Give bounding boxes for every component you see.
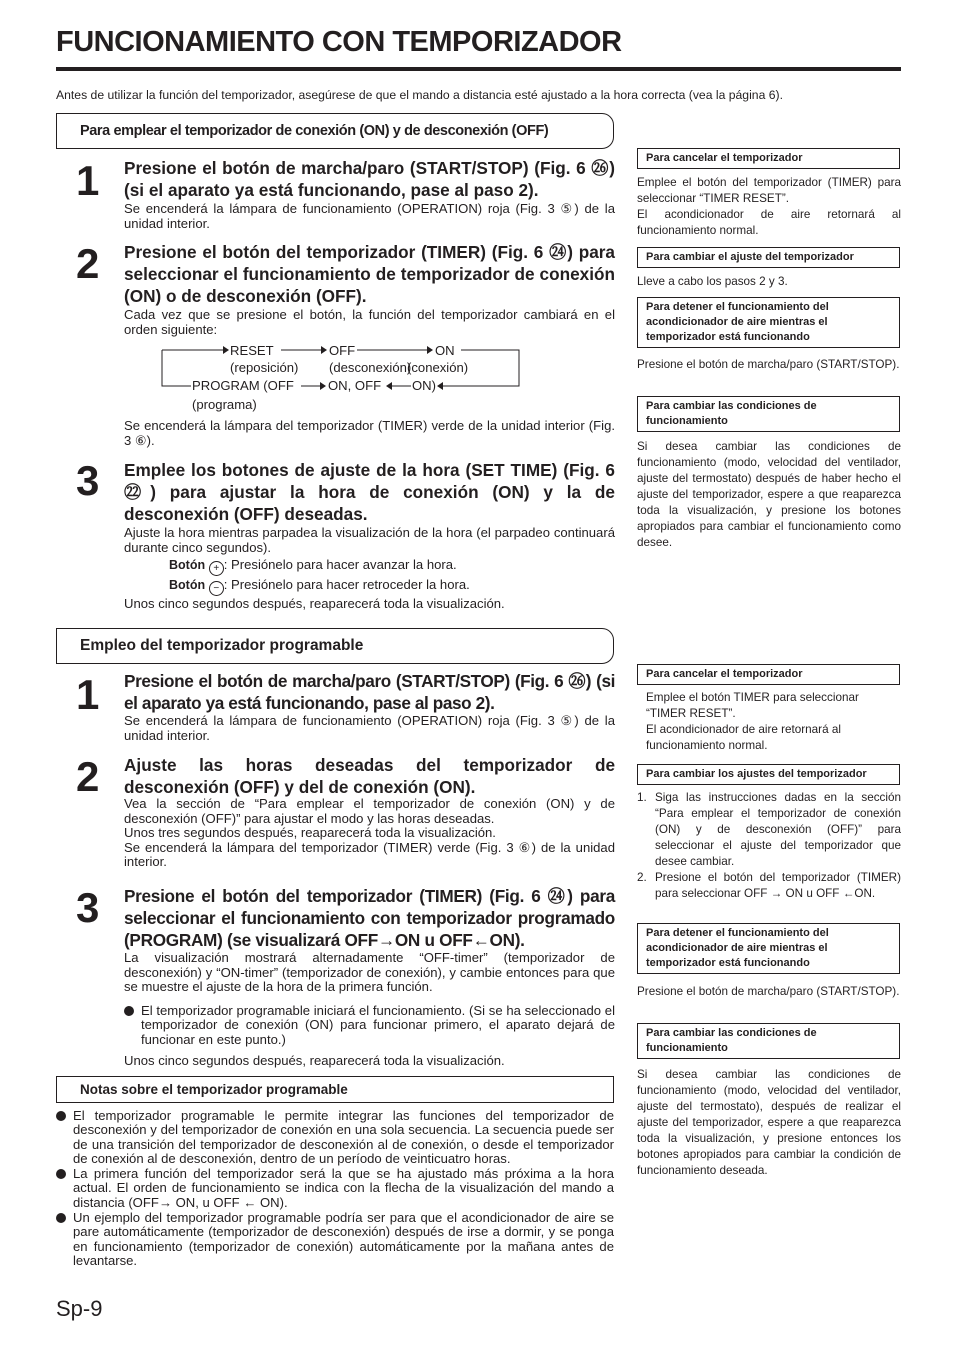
list-item xyxy=(56,1109,614,1166)
step-title: Presione el botón de marcha/paro (START/STOP) (Fig. 6 ㉖) (si el aparato ya está funcionando, pase al paso 2). xyxy=(124,671,615,713)
cycle-program-sub: (programa) xyxy=(192,397,257,412)
sidebar-label: Para detener el funcionamiento del acondicionador de aire mientras el temporizador está funcionando xyxy=(637,923,900,974)
cycle-reset-sub: (reposición) xyxy=(230,360,299,375)
plus-icon: + xyxy=(209,561,224,576)
step-bullet xyxy=(124,1004,615,1047)
cycle-on-sub: (conexión) xyxy=(407,360,469,375)
list-item: 2. Presione el botón del temporizador (TIMER) para seleccionar OFF → ON u OFF ←ON. xyxy=(637,871,901,900)
cycle-program: PROGRAM (OFF xyxy=(192,378,294,393)
cycle-program-mid: ON, OFF xyxy=(328,378,382,393)
step-title: Presione el botón del temporizador (TIMER) (Fig. 6 ㉔) para seleccionar el funcionamiento con temporizador programado (PROGRAM) (se visualizará OFF→ON u OFF←ON). xyxy=(124,886,615,950)
button-down-label: Botón xyxy=(169,578,206,592)
list-item xyxy=(56,1167,614,1210)
step-body: Se encenderá la lámpara del temporizador (TIMER) verde de la unidad interior (Fig. 3 ⑥). xyxy=(124,418,615,448)
sidebar-text: Presione el botón de marcha/paro (START/STOP). xyxy=(637,985,900,998)
step-body: Ajuste la hora mientras parpadea la visualización de la hora (el parpadeo continuará durante cinco segundos). xyxy=(124,525,615,555)
notes-header: Notas sobre el temporizador programable xyxy=(56,1076,614,1103)
cycle-off-sub: (desconexión) xyxy=(329,360,412,375)
note-text: El temporizador programable le permite integrar las funciones del temporizador de desconexión y del temporizador de conexión en una sola secuencia. La secuencia puede ser de una transición del temporizador de desconexión al de conexión, o desde el temporizador de conexión al de desconexión, dentro de un período de veinticuatro horas. xyxy=(73,1108,614,1166)
step-number: 2 xyxy=(76,240,100,287)
button-up-row xyxy=(169,558,609,576)
cycle-off: OFF xyxy=(329,343,356,358)
note-text: La primera función del temporizador será la que se ha ajustado más próxima a la hora actual. El orden de funcionamiento se indica con la flecha de la visualización del mando a distancia (OFF→ ON, u OFF ← ON). xyxy=(73,1166,614,1210)
button-up-text: : Presiónelo para hacer avanzar la hora. xyxy=(223,557,457,572)
sidebar-label: Para cambiar los ajustes del temporizador xyxy=(637,764,900,785)
page-number: Sp-9 xyxy=(56,1296,103,1321)
step-body: La visualización mostrará alternadamente “OFF-timer” (temporizador de desconexión) y “ON-timer” (temporizador de conexión), y cambie entonces para que se muestre el ajuste de la hora de la primera función. xyxy=(124,950,615,994)
sidebar-text: Presione el botón de marcha/paro (START/STOP). xyxy=(637,358,900,371)
section-header-on-off: Para emplear el temporizador de conexión (ON) y de desconexión (OFF) xyxy=(56,113,614,149)
button-down-row xyxy=(169,578,609,596)
step-number: 3 xyxy=(76,457,100,504)
sidebar-label: Para cambiar el ajuste del temporizador xyxy=(637,247,900,268)
step-title: Ajuste las horas deseadas del temporizador de desconexión (OFF) y del de conexión (ON). xyxy=(124,755,615,797)
notes-list xyxy=(56,1109,614,1268)
step-title: Presione el botón de marcha/paro (START/STOP) (Fig. 6 ㉖) (si el aparato ya está funcionando, pase al paso 2). xyxy=(124,158,615,200)
cycle-reset: RESET xyxy=(230,343,274,358)
list-item-text: Presione el botón del temporizador (TIMER) para seleccionar OFF → ON u OFF ←ON. xyxy=(655,871,901,900)
step-title: Emplee los botones de ajuste de la hora (SET TIME) (Fig. 6 ㉒) para ajustar la hora de conexión (ON) y la de desconexión (OFF) deseadas. xyxy=(124,460,615,524)
page-title: FUNCIONAMIENTO CON TEMPORIZADOR xyxy=(56,26,622,58)
sidebar-label: Para detener el funcionamiento del acondicionador de aire mientras el temporizador está funcionando xyxy=(637,297,900,348)
sidebar-text: Si desea cambiar las condiciones de funcionamiento (modo, velocidad del ventilador, ajuste del termostato), después de realizar el ajuste del temporizador, espere a que reaparezca toda la visualización, y presione entonces los botones apropiados para cambiar la condición de funcionamiento deseada. xyxy=(637,1068,901,1177)
note-text: Un ejemplo del temporizador programable podría ser para que el acondicionador de aire se pare automáticamente (temporizador de desconexión) después de irse a dormir, y se ponga en funcionamiento (temporizador de conexión) automáticamente por la mañana antes de levantarse. xyxy=(73,1210,614,1268)
list-item: 1. Siga las instrucciones dadas en la sección “Para emplear el temporizador de conexión (ON) y de desconexión (OFF)” para seleccionar el ajuste del temporizador que desee cambiar. xyxy=(637,791,901,868)
sidebar-list xyxy=(637,790,901,902)
bullet-dot xyxy=(56,1213,66,1223)
step-body: Unos cinco segundos después, reaparecerá toda la visualización. xyxy=(124,596,505,611)
bullet-dot xyxy=(124,1006,134,1016)
section-header-program: Empleo del temporizador programable xyxy=(56,628,614,664)
sidebar-label: Para cancelar el temporizador xyxy=(637,664,900,685)
button-down-text: : Presiónelo para hacer retroceder la hora. xyxy=(223,577,470,592)
step-body: Se encenderá la lámpara de funcionamiento (OPERATION) roja (Fig. 3 ⑤) de la unidad interior. xyxy=(124,713,615,743)
arrow-right-icon xyxy=(301,381,327,391)
bullet-dot xyxy=(56,1169,66,1179)
step-number: 1 xyxy=(76,671,100,718)
timer-cycle-diagram xyxy=(161,342,521,402)
cycle-program-end: ON) xyxy=(412,378,437,393)
list-item xyxy=(56,1211,614,1268)
step-body: Cada vez que se presione el botón, la función del temporizador cambiará en el orden siguiente: xyxy=(124,307,615,337)
sidebar-text: Si desea cambiar las condiciones de funcionamiento (modo, velocidad del ventilador, ajuste del termostato) después de haber hecho el ajuste del temporizador, espere a que reaparezca toda la visualización, y presione los botones apropiados para cambiar el funcionamiento como desee. xyxy=(637,440,901,549)
title-rule xyxy=(56,67,901,71)
step-body: Unos cinco segundos después, reaparecerá toda la visualización. xyxy=(124,1053,505,1068)
bullet-text: El temporizador programable iniciará el funcionamiento. (Si se ha seleccionado el temporizador de conexión (ON) para funcionar primero, el aparato dejará de funcionar en este punto.) xyxy=(141,1003,615,1047)
sidebar-text: Emplee el botón del temporizador (TIMER) para seleccionar “TIMER RESET”. El acondicionador de aire retornará al funcionamiento normal. xyxy=(637,176,901,237)
sidebar-label: Para cambiar las condiciones de funcionamiento xyxy=(637,1023,900,1059)
sidebar-label: Para cambiar las condiciones de funcionamiento xyxy=(637,396,900,432)
sidebar-label: Para cancelar el temporizador xyxy=(637,148,900,169)
step-body: Vea la sección de “Para emplear el temporizador de conexión (ON) y de desconexión (OFF)” para ajustar el modo y las horas deseadas. Unos tres segundos después, reaparecerá toda la visualización. Se encenderá la lámpara del temporizador (TIMER) verde (Fig. 3 ⑥) de la unidad interior. xyxy=(124,796,615,869)
step-number: 2 xyxy=(76,753,100,800)
list-item-text: Siga las instrucciones dadas en la sección “Para emplear el temporizador de conexión (ON) y de desconexión (OFF)” para seleccionar el ajuste del temporizador que desee cambiar. xyxy=(655,791,901,868)
sidebar-text: Lleve a cabo los pasos 2 y 3. xyxy=(637,275,788,288)
step-number: 3 xyxy=(76,884,100,931)
step-number: 1 xyxy=(76,157,100,204)
sidebar-text: Emplee el botón TIMER para seleccionar “TIMER RESET”. El acondicionador de aire retornará al funcionamiento normal. xyxy=(646,691,859,752)
step-body: Se encenderá la lámpara de funcionamiento (OPERATION) roja (Fig. 3 ⑤) de la unidad interior. xyxy=(124,201,615,231)
intro-text: Antes de utilizar la función del temporizador, asegúrese de que el mando a distancia esté ajustado a la hora correcta (vea la página 6). xyxy=(56,88,783,102)
bullet-dot xyxy=(56,1111,66,1121)
arrow-left-icon xyxy=(386,381,412,391)
step-title: Presione el botón del temporizador (TIMER) (Fig. 6 ㉔) para seleccionar el funcionamiento de temporizador de conexión (ON) o de desconexión (OFF). xyxy=(124,242,615,306)
cycle-on: ON xyxy=(435,343,455,358)
button-up-label: Botón xyxy=(169,558,206,572)
minus-icon: − xyxy=(209,581,224,596)
